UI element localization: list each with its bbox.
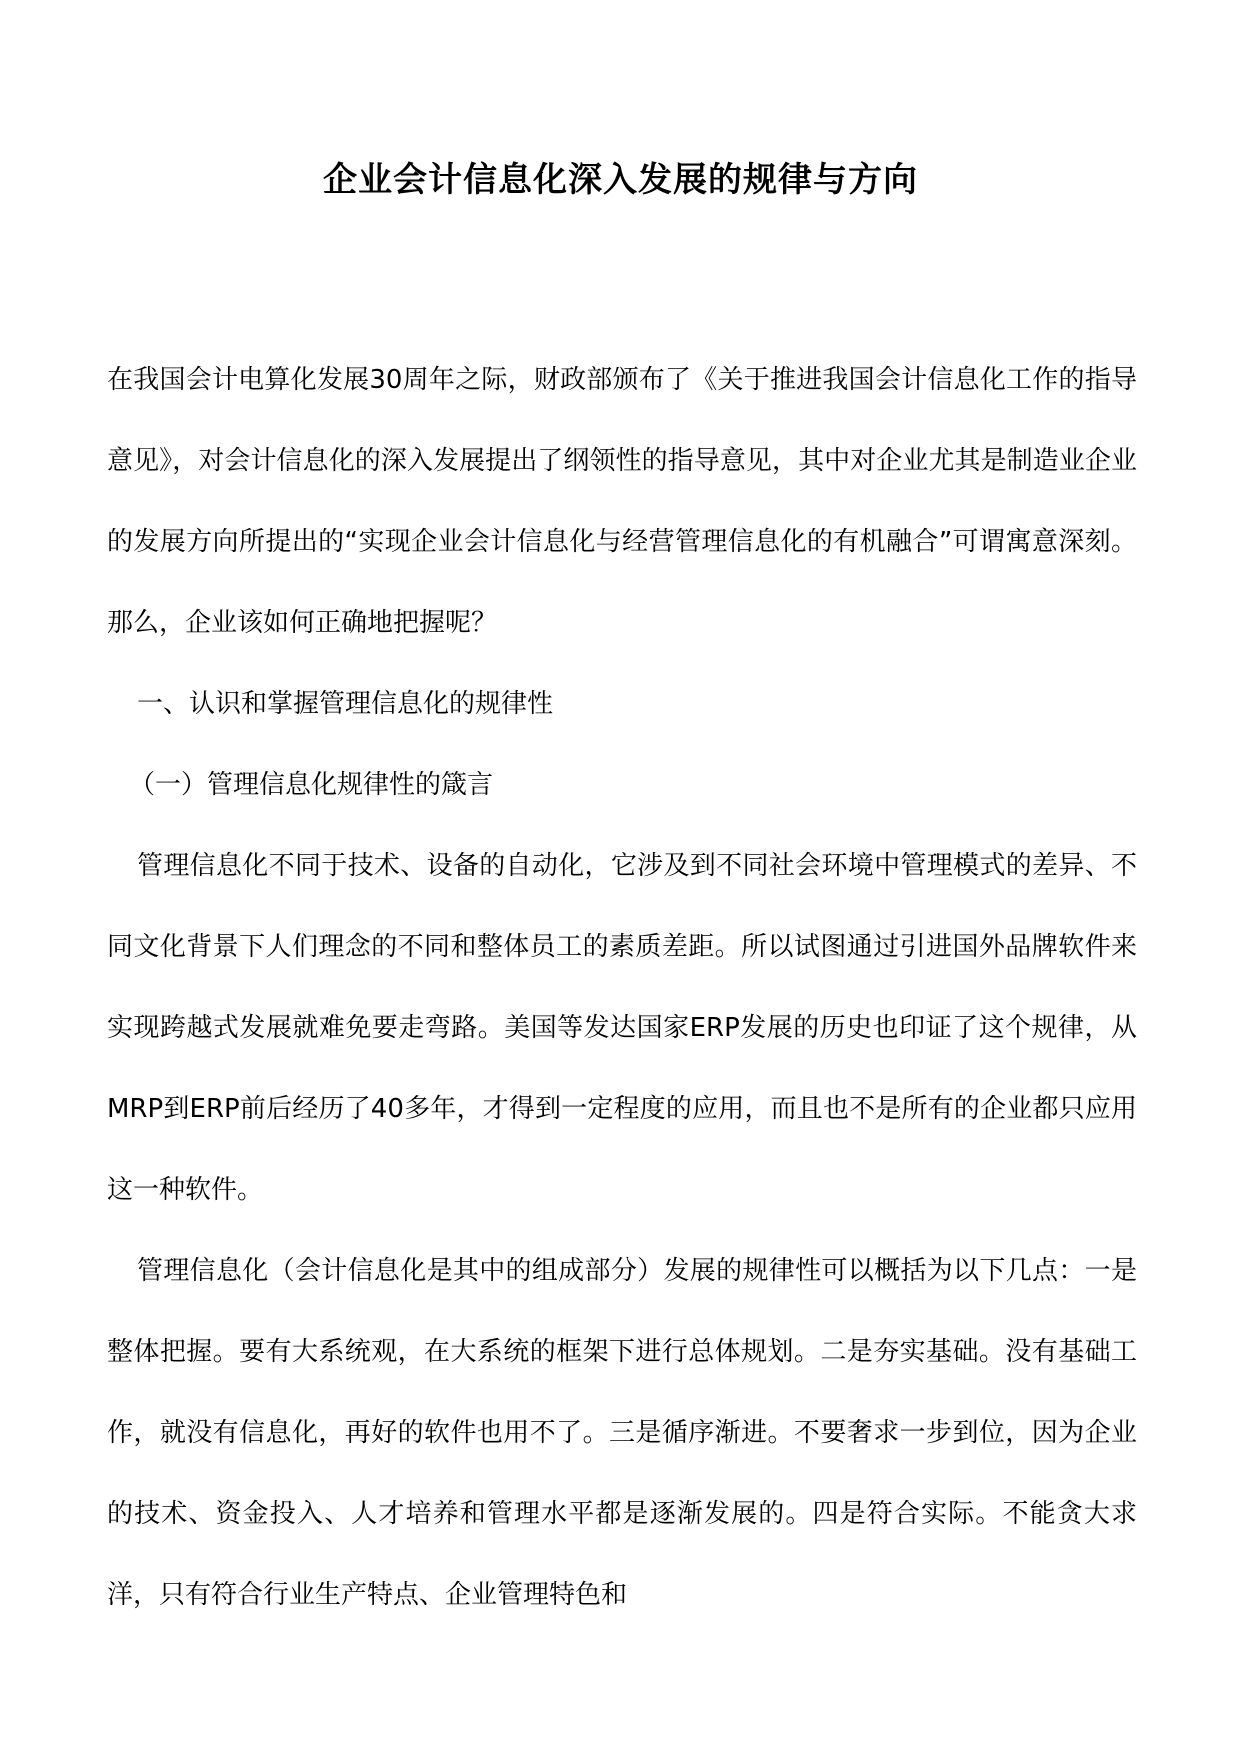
document-body [107,340,1137,1636]
document-title: 企业会计信息化深入发展的规律与方向 [323,160,918,200]
paragraph-intro: 在我国会计电算化发展30周年之际，财政部颁布了《关于推进我国会计信息化工作的指导意见》，对会计信息化的深入发展提出了纲领性的指导意见，其中对企业尤其是制造业企业的发展方向所提出的“实现企业会计信息化与经营管理信息化的有机融合”可谓寓意深刻。那么，企业该如何正确地把握呢？ [107,365,1137,638]
paragraph-body-2: 管理信息化（会计信息化是其中的组成部分）发展的规律性可以概括为以下几点：一是整体把握。要有大系统观，在大系统的框架下进行总体规划。二是夯实基础。没有基础工作，就没有信息化，再好的软件也用不了。三是循序渐进。不要奢求一步到位，因为企业的技术、资金投入、人才培养和管理水平都是逐渐发展的。四是符合实际。不能贪大求洋，只有符合行业生产特点、企业管理特色和 [107,1256,1137,1610]
paragraph-body-1: 管理信息化不同于技术、设备的自动化，它涉及到不同社会环境中管理模式的差异、不同文化背景下人们理念的不同和整体员工的素质差距。所以试图通过引进国外品牌软件来实现跨越式发展就难免要走弯路。美国等发达国家ERP发展的历史也印证了这个规律，从MRP到ERP前后经历了40多年，才得到一定程度的应用，而且也不是所有的企业都只应用这一种软件。 [107,851,1137,1205]
subsection-heading-1: （一）管理信息化规律性的箴言 [129,770,494,800]
section-heading-1: 一、认识和掌握管理信息化的规律性 [137,689,554,719]
